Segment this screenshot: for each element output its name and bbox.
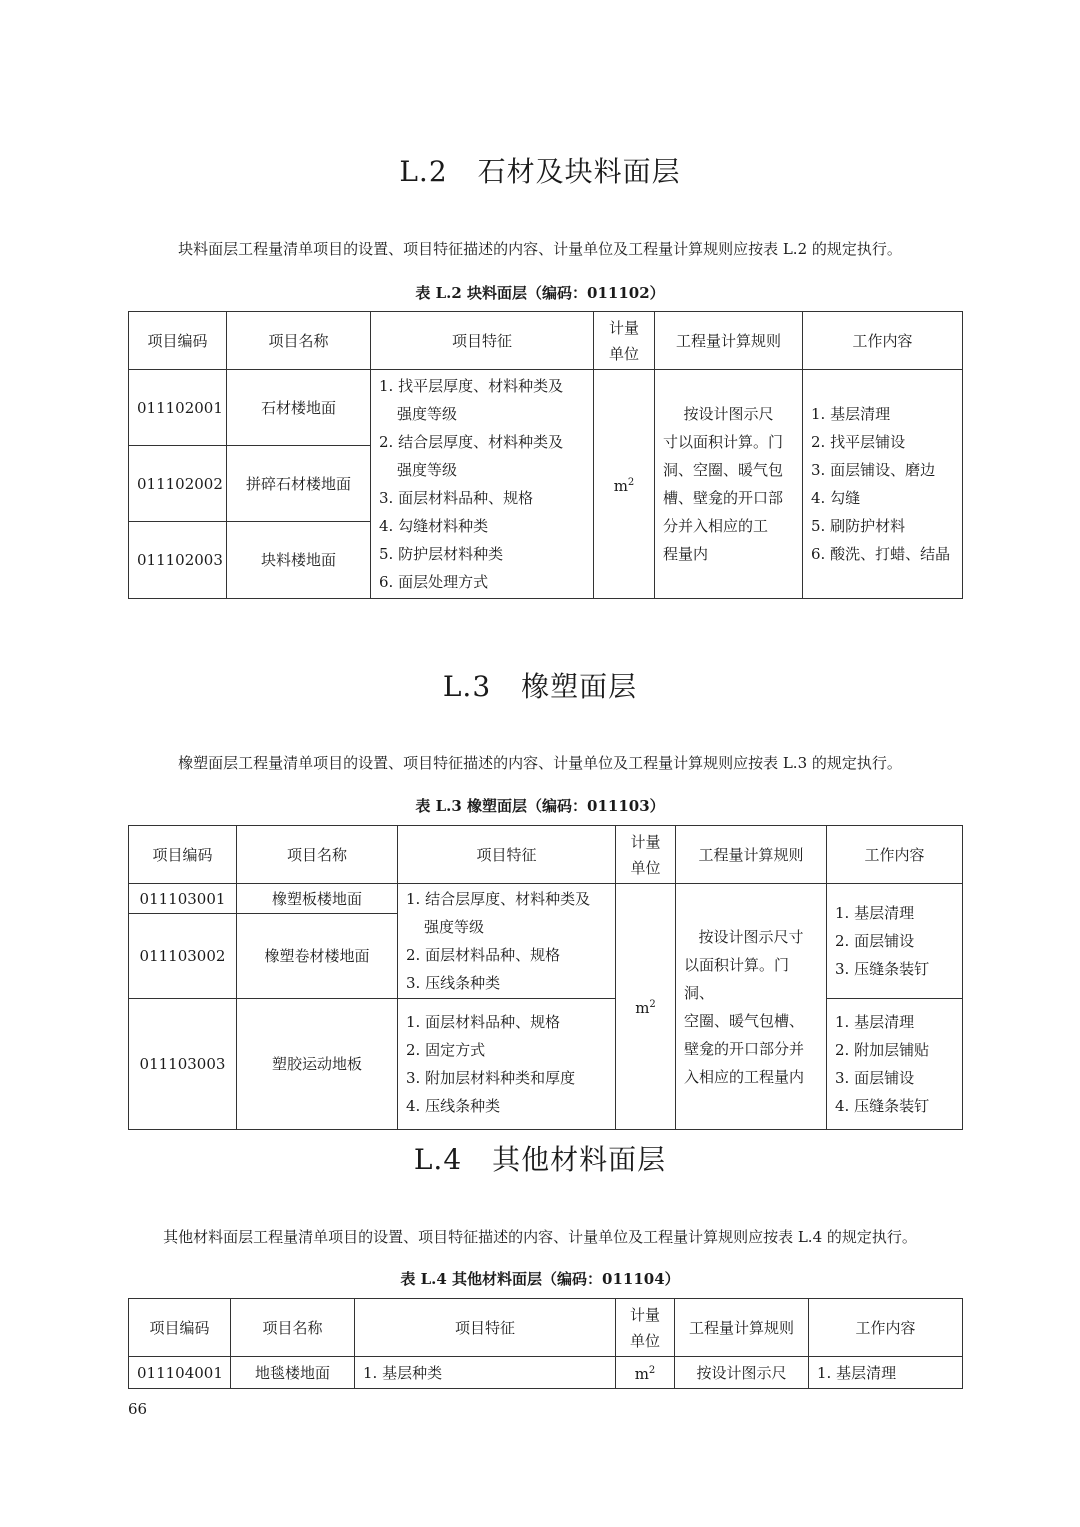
item-work: 1. 基层清理 2. 找平层铺设 3. 面层铺设、磨边 4. 勾缝 5. 刷防护材料 6. 酸洗、打蜡、结晶 [803, 370, 963, 599]
header-feature: 项目特征 [371, 312, 594, 370]
table-caption-l3: 表 L.3 橡塑面层（编码：011103） [415, 797, 665, 815]
header-rule: 工程量计算规则 [676, 826, 827, 884]
intro-paragraph-l3: 橡塑面层工程量清单项目的设置、项目特征描述的内容、计量单位及工程量计算规则应按表 L.3 的规定执行。 [178, 754, 902, 772]
table-caption-l4: 表 L.4 其他材料面层（编码：011104） [400, 1270, 680, 1288]
item-name: 地毯楼地面 [231, 1357, 355, 1389]
section-number: L.2 [399, 155, 448, 188]
item-code: 011102001 [129, 370, 227, 446]
item-code: 011103003 [129, 999, 237, 1130]
header-unit: 计量 单位 [616, 826, 676, 884]
item-features: 1. 找平层厚度、材料种类及 强度等级 2. 结合层厚度、材料种类及 强度等级 3. 面层材料品种、规格 4. 勾缝材料种类 5. 防护层材料种类 6. 面层处理方式 [371, 370, 594, 599]
item-code: 011104001 [129, 1357, 231, 1389]
item-unit: $m^2$ [616, 884, 676, 1130]
header-code: 项目编码 [129, 826, 237, 884]
item-work: 1. 基层清理 2. 附加层铺贴 3. 面层铺设 4. 压缝条装钉 [827, 999, 963, 1130]
table-header-row [129, 826, 963, 884]
header-work: 工作内容 [803, 312, 963, 370]
table-row [129, 999, 963, 1130]
section-title-text: 其他材料面层 [492, 1143, 667, 1176]
section-number: L.4 [413, 1143, 463, 1176]
item-unit: $m^2$ [616, 1357, 675, 1389]
table-header-row [129, 312, 963, 370]
header-rule: 工程量计算规则 [675, 1299, 809, 1357]
header-name: 项目名称 [227, 312, 371, 370]
section-title-l4 [0, 1138, 1080, 1178]
header-rule: 工程量计算规则 [655, 312, 803, 370]
table-row [129, 370, 963, 446]
item-code: 011103001 [129, 884, 237, 914]
item-rule: 按设计图示尺寸 以面积计算。门洞、 空圈、暖气包槽、 壁龛的开口部分并 入相应的工程量内 [676, 884, 827, 1130]
header-work: 工作内容 [827, 826, 963, 884]
item-name: 橡塑卷材楼地面 [237, 914, 398, 999]
section-title-text: 橡塑面层 [521, 670, 638, 703]
header-unit: 计量 单位 [594, 312, 655, 370]
page-number: 66 [128, 1400, 148, 1418]
item-name: 石材楼地面 [227, 370, 371, 446]
header-work: 工作内容 [809, 1299, 963, 1357]
header-code: 项目编码 [129, 312, 227, 370]
table-l4 [128, 1298, 963, 1389]
section-title-l3 [0, 665, 1080, 705]
item-features: 1. 面层材料品种、规格 2. 固定方式 3. 附加层材料种类和厚度 4. 压线条种类 [398, 999, 616, 1130]
intro-paragraph-l2: 块料面层工程量清单项目的设置、项目特征描述的内容、计量单位及工程量计算规则应按表 L.2 的规定执行。 [178, 240, 902, 258]
item-features: 1. 结合层厚度、材料种类及 强度等级 2. 面层材料品种、规格 3. 压线条种类 [398, 884, 616, 999]
section-title-l2 [0, 150, 1080, 190]
item-rule: 按设计图示尺 寸以面积计算。门 洞、空圈、暖气包 槽、壁龛的开口部 分并入相应的工 程量内 [655, 370, 803, 599]
header-feature: 项目特征 [398, 826, 616, 884]
table-l3 [128, 825, 963, 1130]
header-name: 项目名称 [237, 826, 398, 884]
header-name: 项目名称 [231, 1299, 355, 1357]
table-l2 [128, 311, 963, 599]
item-work: 1. 基层清理 2. 面层铺设 3. 压缝条装钉 [827, 884, 963, 999]
item-unit: $m^2$ [594, 370, 655, 599]
item-code: 011102003 [129, 522, 227, 599]
header-code: 项目编码 [129, 1299, 231, 1357]
table-caption-l2: 表 L.2 块料面层（编码：011102） [415, 284, 665, 302]
item-name: 塑胶运动地板 [237, 999, 398, 1130]
item-rule: 按设计图示尺 [675, 1357, 809, 1389]
item-name: 块料楼地面 [227, 522, 371, 599]
intro-paragraph-l4: 其他材料面层工程量清单项目的设置、项目特征描述的内容、计量单位及工程量计算规则应按表 L.4 的规定执行。 [163, 1228, 917, 1246]
section-number: L.3 [442, 670, 492, 703]
table-row [129, 884, 963, 914]
item-feature: 1. 基层种类 [355, 1357, 616, 1389]
section-title-text: 石材及块料面层 [477, 155, 681, 188]
item-name: 橡塑板楼地面 [237, 884, 398, 914]
table-header-row [129, 1299, 963, 1357]
table-row [129, 1357, 963, 1389]
header-feature: 项目特征 [355, 1299, 616, 1357]
header-unit: 计量 单位 [616, 1299, 675, 1357]
item-name: 拼碎石材楼地面 [227, 446, 371, 522]
item-code: 011103002 [129, 914, 237, 999]
item-code: 011102002 [129, 446, 227, 522]
item-work: 1. 基层清理 [809, 1357, 963, 1389]
